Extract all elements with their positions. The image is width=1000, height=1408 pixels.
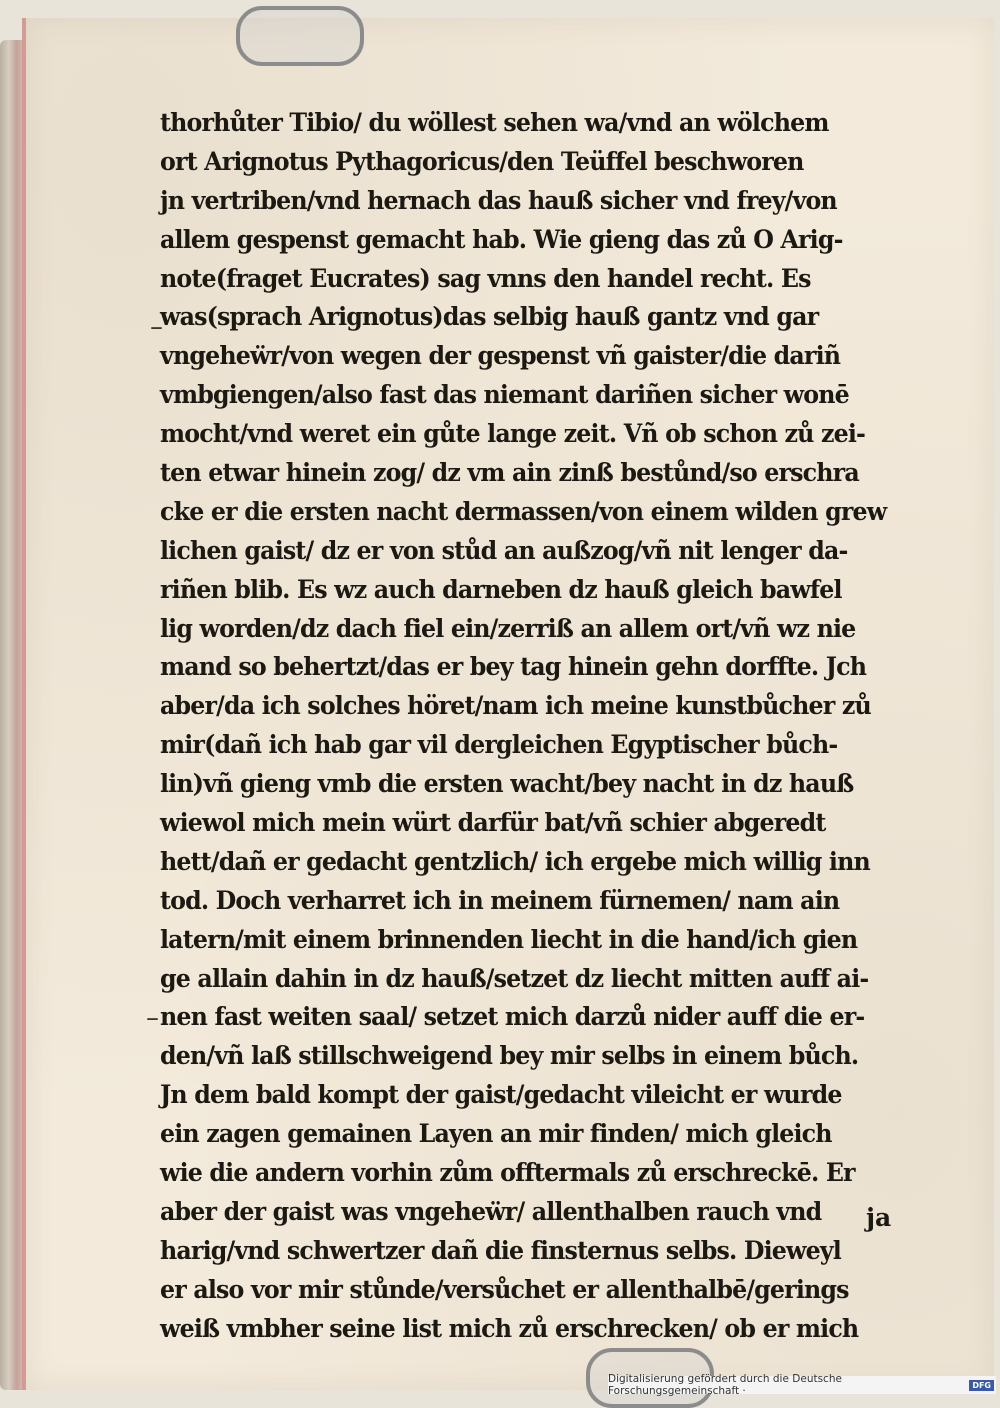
text-line: vmbgiengen/also fast das niemant dariñen sicher wonē — [160, 380, 849, 411]
text-line: mir(dañ ich hab gar vil dergleichen Egyptischer bůch- — [160, 730, 838, 761]
text-line: riñen blib. Es wz auch darneben dz hauß gleich bawfel — [160, 574, 842, 605]
text-line: wie die andern vorhin zům offtermals zů erschreckē. Er — [160, 1158, 855, 1189]
text-line: ge allain dahin in dz hauß/setzet dz liecht mitten auff ai- — [160, 963, 869, 994]
text-line: thorhůter Tibio/ du wöllest sehen wa/vnd an wölchem — [160, 108, 829, 138]
text-line: Jn dem bald kompt der gaist/gedacht vileicht er wurde — [160, 1080, 842, 1111]
text-line: aber/da ich solches höret/nam ich meine kunstbůcher zů — [160, 691, 871, 722]
text-line: nen fast weiten saal/ setzet mich darzů nider auff die er- — [160, 1002, 865, 1033]
text-line: latern/mit einem brinnenden liecht in die hand/ich gien — [160, 924, 858, 955]
dfg-logo-icon: DFG — [969, 1380, 994, 1391]
text-line: ort Arignotus Pythagoricus/den Teüffel beschworen — [160, 146, 804, 177]
text-line: jn vertriben/vnd hernach das hauß sicher vnd frey/von — [160, 185, 837, 216]
text-line: vngeheẅr/von wegen der gespenst vñ gaister/die dariñ — [160, 341, 841, 372]
text-line: allem gespenst gemacht hab. Wie gieng das zů O Arig- — [160, 224, 843, 255]
text-line: lichen gaist/ dz er von stůd an außzog/vñ nit lenger da- — [160, 535, 848, 566]
text-line: note(fraget Eucrates) sag vnns den handel recht. Es — [160, 263, 811, 294]
text-line: ein zagen gemainen Layen an mir finden/ mich gleich — [160, 1119, 832, 1150]
text-line: ten etwar hinein zog/ dz vm ain zinß bestůnd/so erschra — [160, 458, 859, 489]
footer-text: Digitalisierung gefördert durch die Deutsche Forschungsgemeinschaft · — [608, 1373, 842, 1397]
text-line: wiewol mich mein würt darfür bat/vñ schier abgeredt — [160, 808, 826, 839]
text-line: was(sprach Arignotus)das selbig hauß gantz vnd gar — [160, 302, 819, 333]
margin-mark: – — [146, 1003, 159, 1033]
text-line: mand so behertzt/das er bey tag hinein gehn dorffte. Jch — [160, 652, 867, 683]
text-line: weiß vmbher seine list mich zů erschrecken/ ob er mich — [160, 1313, 859, 1344]
text-line: harig/vnd schwertzer dañ die finsternus selbs. Dieweyl — [160, 1235, 841, 1266]
margin-mark: – — [150, 312, 163, 342]
text-line: tod. Doch verharret ich in meinem fürnemen/ nam ain — [160, 885, 840, 916]
text-line: lig worden/dz dach fiel ein/zerriß an allem ort/vñ wz nie — [160, 613, 856, 644]
page-clip-top — [236, 6, 364, 66]
text-line: aber der gaist was vngeheẅr/ allenthalben rauch vnd — [160, 1196, 822, 1227]
page-text-block — [160, 104, 920, 1349]
text-line: mocht/vnd weret ein gůte lange zeit. Vñ ob schon zů zei- — [160, 419, 866, 450]
text-line: hett/dañ er gedacht gentzlich/ ich ergebe mich willig inn — [160, 846, 870, 877]
text-line: er also vor mir stůnde/versůchet er allenthalbē/gerings — [160, 1274, 849, 1305]
text-line: cke er die ersten nacht dermassen/von einem wilden grew — [160, 496, 887, 527]
book-edge — [0, 40, 22, 1390]
digitization-footer — [608, 1373, 996, 1397]
catchword: ja — [866, 1203, 892, 1232]
text-line: den/vñ laß stillschweigend bey mir selbs in einem bůch. — [160, 1041, 859, 1072]
text-line: lin)vñ gieng vmb die ersten wacht/bey nacht in dz hauß — [160, 769, 854, 800]
